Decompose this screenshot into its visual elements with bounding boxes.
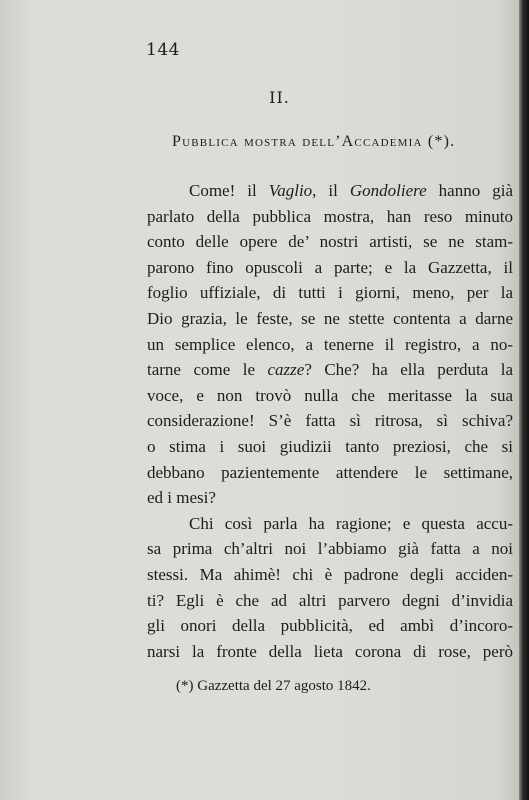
text-line <box>147 204 513 230</box>
text-line <box>147 588 513 614</box>
text-line <box>147 178 513 204</box>
text-segment: parlato della pubblica mostra, han reso minuto <box>147 206 513 226</box>
text-line <box>147 306 513 332</box>
text-line <box>147 332 513 358</box>
text-line <box>147 639 513 665</box>
text-line <box>147 511 513 537</box>
italic-text: Vaglio <box>268 181 313 200</box>
text-segment: stessi. Ma ahimè! chi è padrone degli acciden- <box>147 564 513 584</box>
text-segment: foglio uffiziale, di tutti i giorni, meno, per la <box>147 283 513 303</box>
text-segment: narsi la fronte della lieta corona di rose, però <box>147 641 513 661</box>
footnote: (*) Gazzetta del 27 agosto 1842. <box>176 678 371 694</box>
page-number: 144 <box>146 40 180 60</box>
text-segment: ed i mesi? <box>147 488 216 508</box>
text-line <box>147 280 513 306</box>
text-segment: ti? Egli è che ad altri parvero degni d’invidia <box>147 590 513 610</box>
text-line <box>147 408 513 434</box>
text-line <box>147 229 513 255</box>
text-segment: sa prima ch’altri noi l’abbiamo già fatta a noi <box>147 539 513 559</box>
text-segment: un semplice elenco, a tenerne il registro, a no- <box>147 334 513 354</box>
text-segment: debbano pazientemente attendere le settimane, <box>147 462 513 482</box>
text-segment: voce, e non trovò nulla che meritasse la sua <box>147 385 513 405</box>
text-segment: Come! il <box>189 181 269 200</box>
text-segment: o stima i suoi giudizii tanto preziosi, che si <box>147 436 513 456</box>
text-line <box>147 562 513 588</box>
text-line <box>147 613 513 639</box>
text-line <box>147 434 513 460</box>
text-line <box>147 255 513 281</box>
text-segment: tarne come le <box>147 360 268 380</box>
italic-text: Gondoliere <box>349 181 427 200</box>
text-segment: gli onori della pubblicità, ed ambì d’incoro- <box>147 616 513 636</box>
section-heading: Pubblica mostra dell’Accademia (*). <box>172 133 456 150</box>
text-line <box>147 485 513 511</box>
text-line <box>147 357 513 383</box>
text-segment: hanno già <box>426 181 513 200</box>
text-line <box>147 536 513 562</box>
text-line <box>147 460 513 486</box>
text-segment: parono fino opuscoli a parte; e la Gazzetta, il <box>147 257 513 277</box>
text-segment: conto delle opere de’ nostri artisti, se ne stam- <box>147 232 513 252</box>
text-segment: considerazione! S’è fatta sì ritrosa, sì schiva? <box>147 411 513 431</box>
italic-text: cazze <box>267 360 305 380</box>
text-segment: ? Che? ha ella perduta la <box>304 360 513 380</box>
text-segment: Chi così parla ha ragione; e questa accu- <box>189 513 513 533</box>
page-edge-shadow <box>519 0 529 800</box>
chapter-number: II. <box>269 88 290 107</box>
text-line <box>147 383 513 409</box>
body-text <box>147 178 513 664</box>
text-segment: Dio grazia, le feste, se ne stette contenta a darne <box>147 308 513 328</box>
text-segment: , il <box>312 181 350 200</box>
